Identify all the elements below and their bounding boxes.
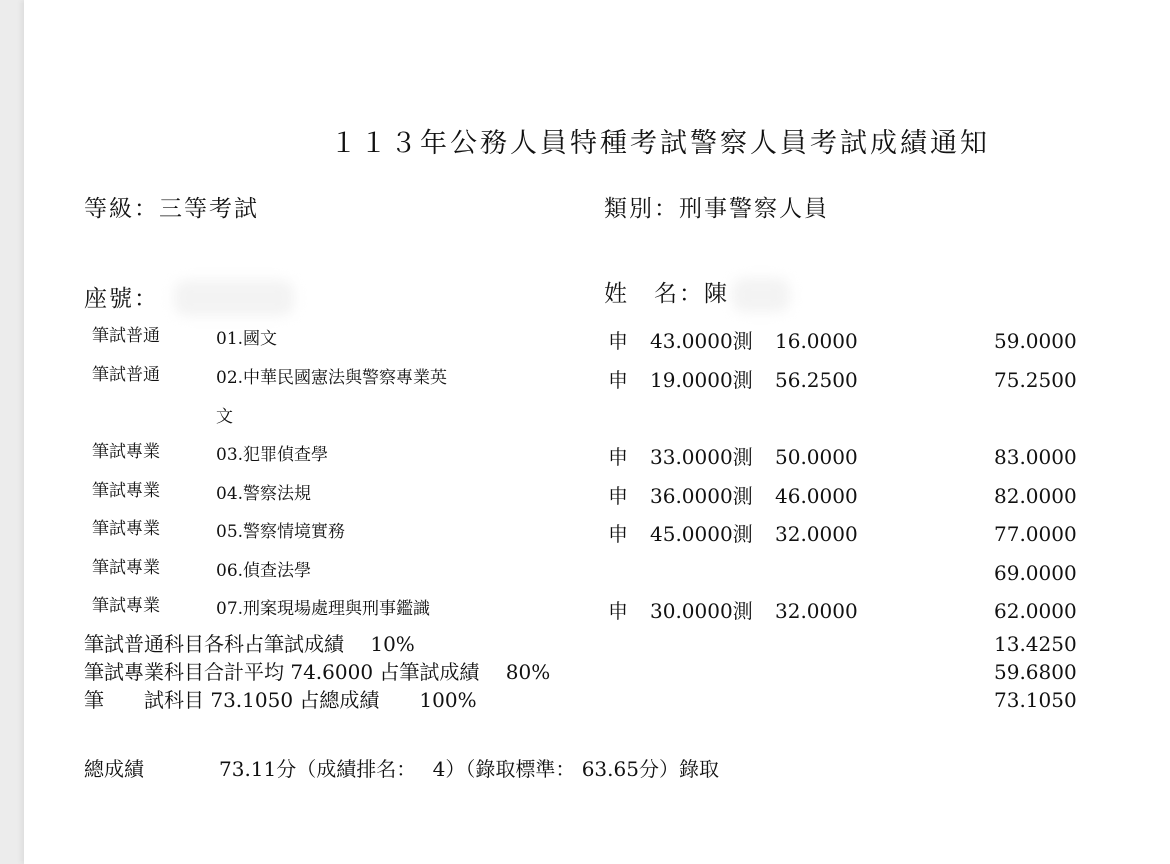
summary-general-value: 13.4250 [994, 632, 1077, 656]
subject-name: 07.刑案現場處理與刑事鑑識 [216, 599, 431, 619]
exam-level: 等級：三等考試 [84, 196, 259, 222]
subject-score-1: 45.0000測 [650, 522, 753, 546]
page-title: １１３年公務人員特種考試警察人員考試成績通知 [330, 128, 990, 159]
summary-written-value: 73.1050 [994, 688, 1077, 712]
subject-total: 62.0000 [994, 599, 1077, 623]
subject-name-continued: 文 [216, 407, 233, 427]
subject-note: 申 [608, 329, 628, 353]
subject-score-1: 43.0000測 [650, 329, 753, 353]
name-label: 姓 名：陳 [604, 281, 729, 307]
final-score-result: 73.11分（成績排名： 4）（錄取標準： 63.65分）錄取 [219, 757, 719, 781]
subject-name: 01.國文 [216, 329, 278, 349]
subject-type: 筆試專業 [92, 481, 160, 501]
subject-type: 筆試專業 [92, 519, 160, 539]
subject-score-2: 46.0000 [775, 484, 858, 508]
subject-score-2: 16.0000 [775, 329, 858, 353]
subject-total: 83.0000 [994, 445, 1077, 469]
final-score-label: 總成績 [84, 757, 144, 781]
subject-type: 筆試專業 [92, 596, 160, 616]
subject-score-1: 33.0000測 [650, 445, 753, 469]
subject-total: 59.0000 [994, 329, 1077, 353]
exam-category: 類別：刑事警察人員 [604, 196, 829, 222]
subject-note: 申 [608, 484, 628, 508]
redacted-seat-number [174, 280, 294, 316]
document-page [24, 0, 1170, 864]
subject-type: 筆試普通 [92, 365, 160, 385]
subject-total: 82.0000 [994, 484, 1077, 508]
summary-professional-value: 59.6800 [994, 660, 1077, 684]
subject-total: 77.0000 [994, 522, 1077, 546]
subject-score-1: 36.0000測 [650, 484, 753, 508]
subject-note: 申 [608, 368, 628, 392]
subject-score-1: 19.0000測 [650, 368, 753, 392]
subject-score-2: 32.0000 [775, 599, 858, 623]
subject-total: 75.2500 [994, 368, 1077, 392]
subject-type: 筆試專業 [92, 442, 160, 462]
subject-score-2: 56.2500 [775, 368, 858, 392]
subject-type: 筆試普通 [92, 326, 160, 346]
summary-general-label: 筆試普通科目各科占筆試成績 10% [84, 632, 415, 656]
redacted-name [732, 278, 790, 312]
subject-name: 02.中華民國憲法與警察專業英 [216, 368, 448, 388]
subject-name: 05.警察情境實務 [216, 522, 346, 542]
subject-name: 06.偵查法學 [216, 561, 312, 581]
subject-score-1: 30.0000測 [650, 599, 753, 623]
subject-type: 筆試專業 [92, 558, 160, 578]
subject-score-2: 50.0000 [775, 445, 858, 469]
seat-number-label: 座號： [84, 286, 159, 312]
subject-total: 69.0000 [994, 561, 1077, 585]
subject-note: 申 [608, 445, 628, 469]
subject-name: 03.犯罪偵查學 [216, 445, 329, 465]
subject-score-2: 32.0000 [775, 522, 858, 546]
summary-written-label: 筆 試科目 73.1050 占總成績 100% [84, 688, 477, 712]
subject-note: 申 [608, 599, 628, 623]
subject-note: 申 [608, 522, 628, 546]
summary-professional-label: 筆試專業科目合計平均 74.6000 占筆試成績 80% [84, 660, 551, 684]
subject-name: 04.警察法規 [216, 484, 312, 504]
